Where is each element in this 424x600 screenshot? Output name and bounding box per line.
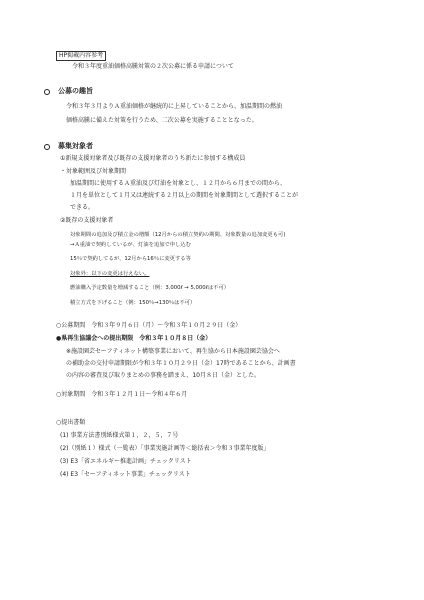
existing-change-example: 15％で契約してるが、12月から16％に変更する等: [70, 256, 191, 262]
document-item-2: (2)（別紙１）様式（一覧表）「事業実施計画等＜総括表＞令和３事業年度版」: [60, 445, 270, 452]
existing-change-text-2: →Ａ重油で契約しているが、灯油を追加で申し込む: [70, 242, 191, 248]
eligible-scope-text-3: できる。: [70, 204, 95, 211]
eligible-line-existing: ②既存の支援対象者: [60, 217, 114, 224]
not-allowed-item-2: 積立方式を下げること（例：150％→130％は不可）: [70, 300, 196, 306]
circle-bullet-icon: [44, 144, 50, 150]
document-item-3: (3) E3「省エネルギー推進計画」チェックリスト: [60, 458, 192, 465]
section-heading-documents: ○提出書類: [56, 419, 86, 426]
eligible-line-scope: ・対象範囲及び対象期間: [60, 168, 127, 175]
deadline-note-3: の内容の審査及び取りまとめの事務を踏まえ、10月８日（金）とした。: [66, 372, 260, 379]
application-period: ○公募期間 令和３年９月６日（月）〜令和３年１０月２９日（金）: [56, 322, 242, 329]
deadline-note-2: の補助金の交付申請期限が令和３年１０月２９日（金）17時であることから、計画書: [66, 360, 296, 367]
section-heading-eligible: 募集対象者: [58, 142, 93, 150]
purpose-text-line-1: 令和３年３月よりＡ重油価格が継続的に上昇していることから、加温期間の燃油: [66, 103, 283, 110]
purpose-text-line-2: 価格高騰に備えた対策を行うため、二次公募を実施することとなった。: [66, 117, 258, 124]
not-allowed-heading: 対象外：以下の変更は行えない。: [70, 271, 150, 277]
target-period: ○対象期間 令和３年１２月１日〜令和４年６月: [56, 391, 188, 398]
not-allowed-item-1: 燃油購入予定数量を増減すること（例：3,000ℓ → 5,000ℓは不可）: [70, 285, 230, 291]
document-title: 令和３年度重油価格高騰対策の２次公募に係る申請について: [72, 63, 234, 70]
document-item-4: (4) E3「セーフティネット事業」チェックリスト: [60, 471, 191, 478]
eligible-scope-text-2: １月を単位として１月又は連続する２月以上の期間を対象期間として選択することが: [70, 192, 299, 199]
eligible-line-new: ①新規支援対象者及び既存の支援対象者のうち新たに参加する構成員: [60, 155, 246, 162]
document-item-1: (1) 事業方法書別紙様式第１，２，５，７号: [60, 432, 179, 439]
section-heading-purpose: 公募の趣旨: [58, 87, 93, 95]
eligible-scope-text-1: 加温期間に使用するＡ重油及び灯油を対象とし、１２月から６月までの間から、: [70, 180, 287, 187]
existing-change-text-1: 対象期間の追加及び積立金の増額（12月からの積立契約の期間、対象数量の追加変更も可): [70, 232, 286, 238]
circle-bullet-icon: [44, 89, 50, 95]
deadline-note-1: ※施設園芸セーフティネット構築事業において、再生協から日本施設園芸協会へ: [66, 348, 280, 355]
hp-reference-label: HP掲載内容参考: [56, 51, 106, 61]
submission-deadline: ●県再生協議会への提出期限 令和３年１０月８日（金）: [56, 335, 212, 342]
